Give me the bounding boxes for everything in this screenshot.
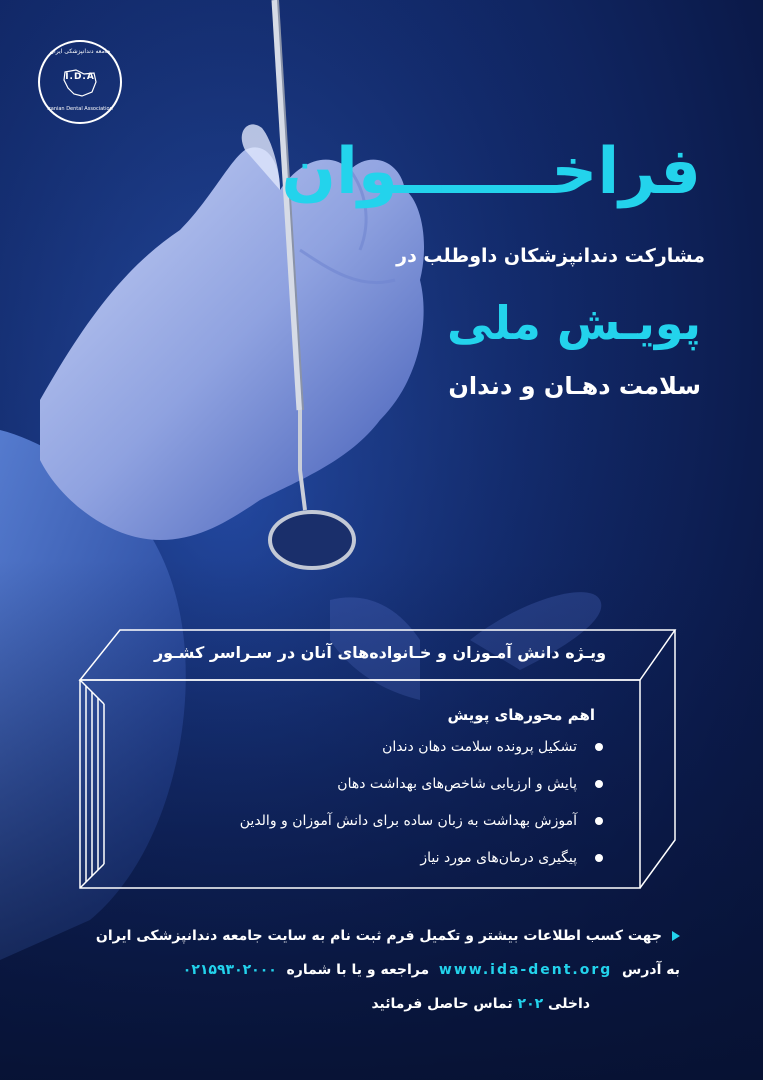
bullet-icon: [595, 780, 603, 788]
contact-footer: [60, 924, 680, 1026]
bullet-icon: [595, 743, 603, 751]
axes-title: اهم محورهای پویش: [447, 706, 595, 724]
footer-line-1: [60, 924, 680, 958]
campaign-title: پویـش ملی: [447, 296, 701, 350]
list-item: [123, 735, 603, 772]
list-item-text: تشکیل پرونده سلامت دهان دندان: [382, 739, 577, 755]
list-item: [123, 809, 603, 846]
list-item: [123, 772, 603, 809]
extension-number: ۲۰۲: [517, 996, 544, 1012]
list-item-text: پایش و ارزیابی شاخص‌های بهداشت دهان: [337, 776, 577, 792]
contact-text: مراجعه و یا با شماره: [286, 962, 430, 978]
logo-ring-text-bottom: Iranian Dental Association: [47, 106, 113, 112]
play-arrow-icon: [672, 931, 680, 941]
bullet-icon: [595, 854, 603, 862]
list-item: [123, 846, 603, 883]
panel-headline: ویـژه دانش آمـوزان و خـانواده‌های آنان در سـراسر کشـور: [153, 643, 607, 662]
website-link[interactable]: www.ida-dent.org: [438, 962, 613, 978]
phone-number[interactable]: ۰۲۱۵۹۳۰۲۰۰۰: [182, 962, 277, 978]
extension-label: داخلی: [548, 996, 590, 1012]
hero-title: فراخـــــــوان: [281, 135, 701, 209]
footer-info-text: جهت کسب اطلاعات بیشتر و تکمیل فرم ثبت نام به سایت جامعه دندانپزشکی ایران: [95, 928, 662, 944]
hero-subtitle: مشارکت دندانپزشکان داوطلب در: [396, 245, 705, 267]
campaign-subtitle: سلامت دهـان و دندان: [448, 372, 701, 400]
logo-abbreviation: I.D.A: [65, 72, 95, 82]
footer-line-3: [60, 992, 680, 1026]
footer-line-2: [60, 958, 680, 992]
contact-closing-text: تماس حاصل فرمائید: [371, 996, 513, 1012]
bullet-icon: [595, 817, 603, 825]
address-label: به آدرس: [622, 962, 680, 978]
axes-list: [123, 735, 603, 883]
list-item-text: آموزش بهداشت به زبان ساده برای دانش آموزان و والدین: [239, 813, 577, 829]
logo-ring-text-top: جامعه دندانپزشکی ایران: [49, 48, 111, 55]
list-item-text: پیگیری درمان‌های مورد نیاز: [420, 850, 577, 866]
